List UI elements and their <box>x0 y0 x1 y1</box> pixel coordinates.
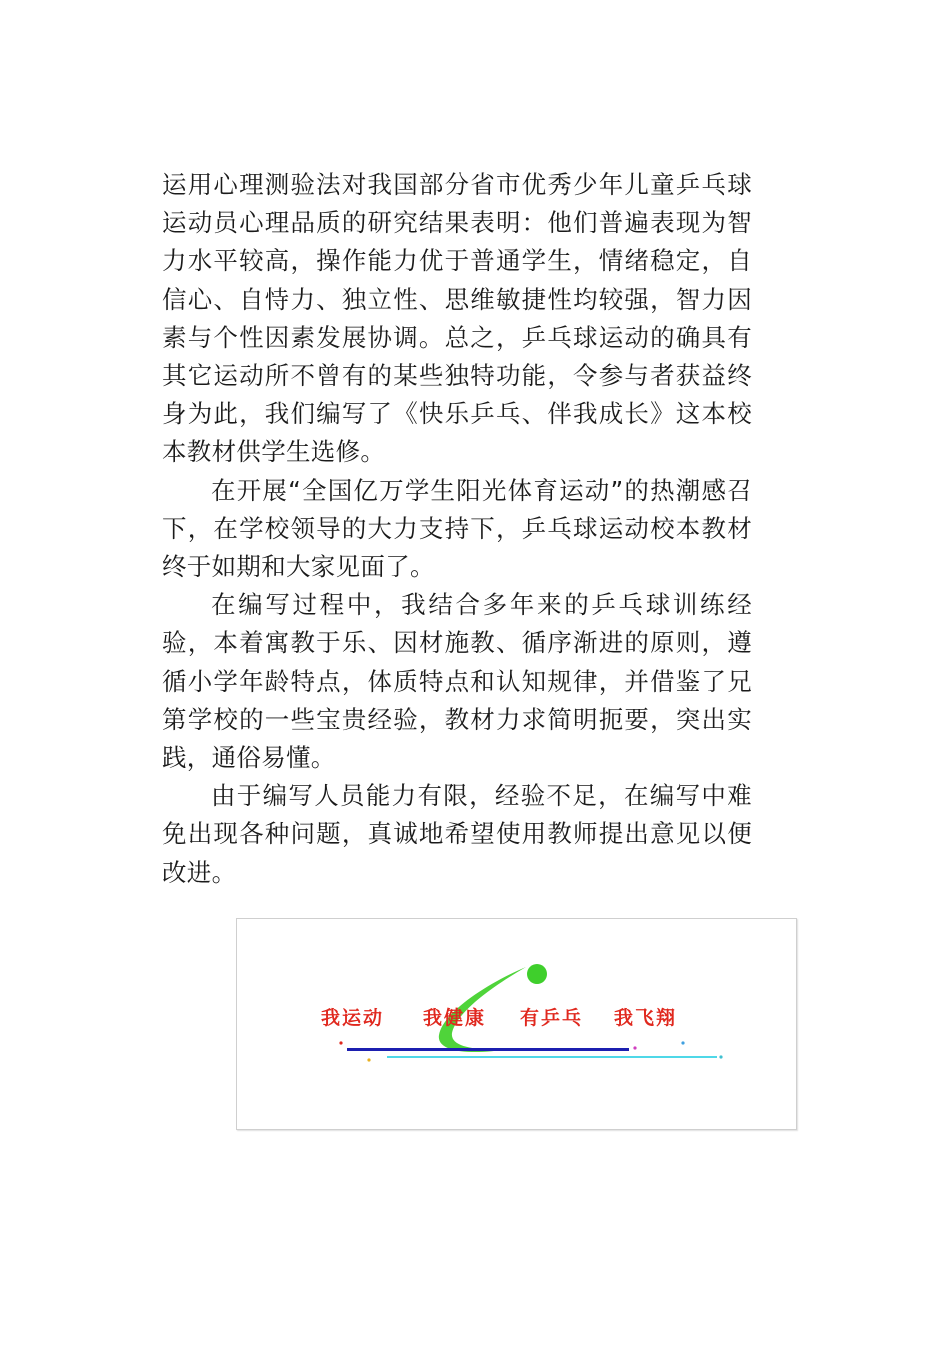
decor-dot <box>681 1041 684 1044</box>
paragraph-2: 在开展“全国亿万学生阳光体育运动”的热潮感召下，在学校领导的大力支持下，乒乓球运动校本教材终于如期和大家见面了。 <box>162 475 752 582</box>
paragraph-3: 在编写过程中，我结合多年来的乒乓球训练经验，本着寓教于乐、因材施教、循序渐进的原则，遵循小学年龄特点，体质特点和认知规律，并借鉴了兄第学校的一些宝贵经验，教材力求简明扼要，突出实践，通俗易懂。 <box>162 590 752 773</box>
slogan-2: 我健康 <box>423 1007 487 1029</box>
paragraph-4: 由于编写人员能力有限，经验不足，在编写中难免出现各种问题，真诚地希望使用教师提出意见以便改进。 <box>162 781 752 887</box>
decor-dot <box>339 1041 342 1044</box>
paragraph-1: 运用心理测验法对我国部分省市优秀少年儿童乒乓球运动员心理品质的研究结果表明：他们普遍表现为智力水平较高，操作能力优于普通学生，情绪稳定，自信心、自恃力、独立性、思维敏捷性均较强，智力因素与个性因素发展协调。总之，乒乓球运动的确具有其它运动所不曾有的某些独特功能，令参与者获益终身为此，我们编写了《快乐乒乓、伴我成长》这本校本教材供学生选修。 <box>162 170 752 467</box>
decor-dot <box>719 1055 722 1058</box>
document-body <box>162 166 752 892</box>
ping-pong-ball-icon <box>527 964 547 984</box>
slogan-3: 有乒乓 <box>520 1007 584 1029</box>
underline-secondary <box>387 1056 717 1058</box>
slogan-1: 我运动 <box>321 1007 385 1029</box>
decor-dot <box>633 1046 636 1049</box>
underline-primary <box>347 1048 629 1051</box>
ping-pong-banner-image <box>236 918 797 1130</box>
slogan-4: 我飞翔 <box>614 1007 678 1029</box>
decor-dot <box>367 1058 370 1061</box>
